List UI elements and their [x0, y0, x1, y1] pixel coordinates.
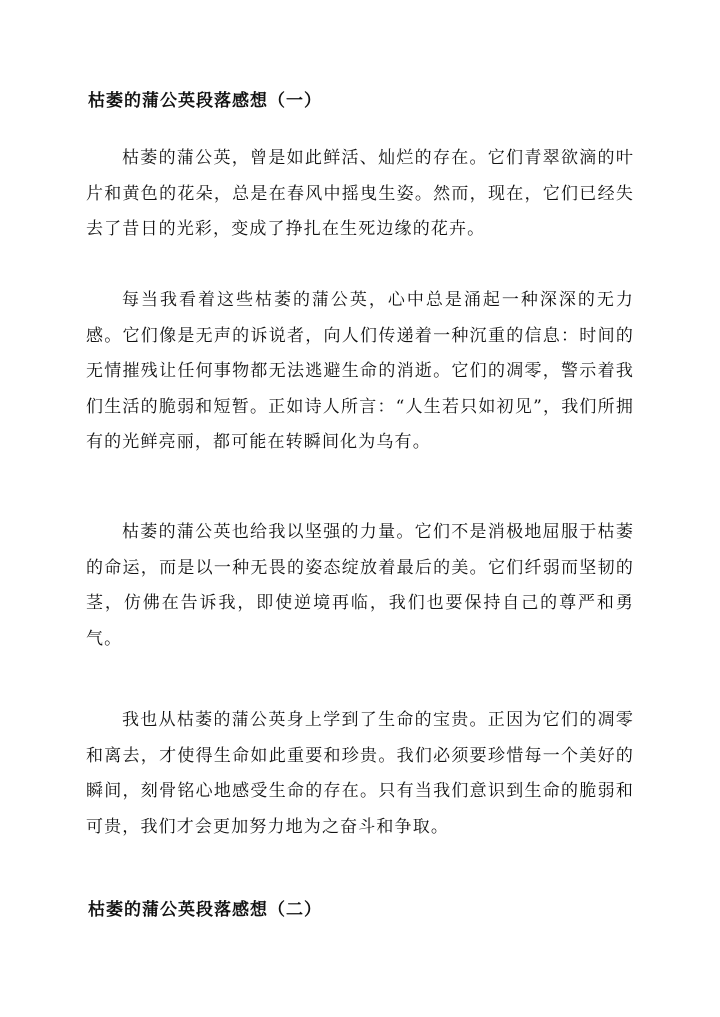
section-heading-1: 枯萎的蒲公英段落感想（一）	[88, 91, 322, 111]
paragraph-1: 枯萎的蒲公英，曾是如此鲜活、灿烂的存在。它们青翠欲滴的叶片和黄色的花朵，总是在春风中摇曳生姿。然而，现在，它们已经失去了昔日的光彩，变成了挣扎在生死边缘的花卉。	[86, 148, 634, 239]
paragraph-2: 每当我看着这些枯萎的蒲公英，心中总是涌起一种深深的无力感。它们像是无声的诉说者，向人们传递着一种沉重的信息：时间的无情摧残让任何事物都无法逃避生命的消逝。它们的凋零，警示着我们生活的脆弱和短暂。正如诗人所言：“人生若只如初见”，我们所拥有的光鲜亮丽，都可能在转瞬间化为乌有。	[86, 290, 634, 452]
paragraph-4: 我也从枯萎的蒲公英身上学到了生命的宝贵。正因为它们的凋零和离去，才使得生命如此重要和珍贵。我们必须要珍惜每一个美好的瞬间，刻骨铭心地感受生命的存在。只有当我们意识到生命的脆弱和可贵，我们才会更加努力地为之奋斗和争取。	[86, 710, 634, 837]
paragraph-3: 枯萎的蒲公英也给我以坚强的力量。它们不是消极地屈服于枯萎的命运，而是以一种无畏的姿态绽放着最后的美。它们纤弱而坚韧的茎，仿佛在告诉我，即使逆境再临，我们也要保持自己的尊严和勇气。	[86, 522, 634, 649]
section-heading-2: 枯萎的蒲公英段落感想（二）	[88, 900, 322, 920]
